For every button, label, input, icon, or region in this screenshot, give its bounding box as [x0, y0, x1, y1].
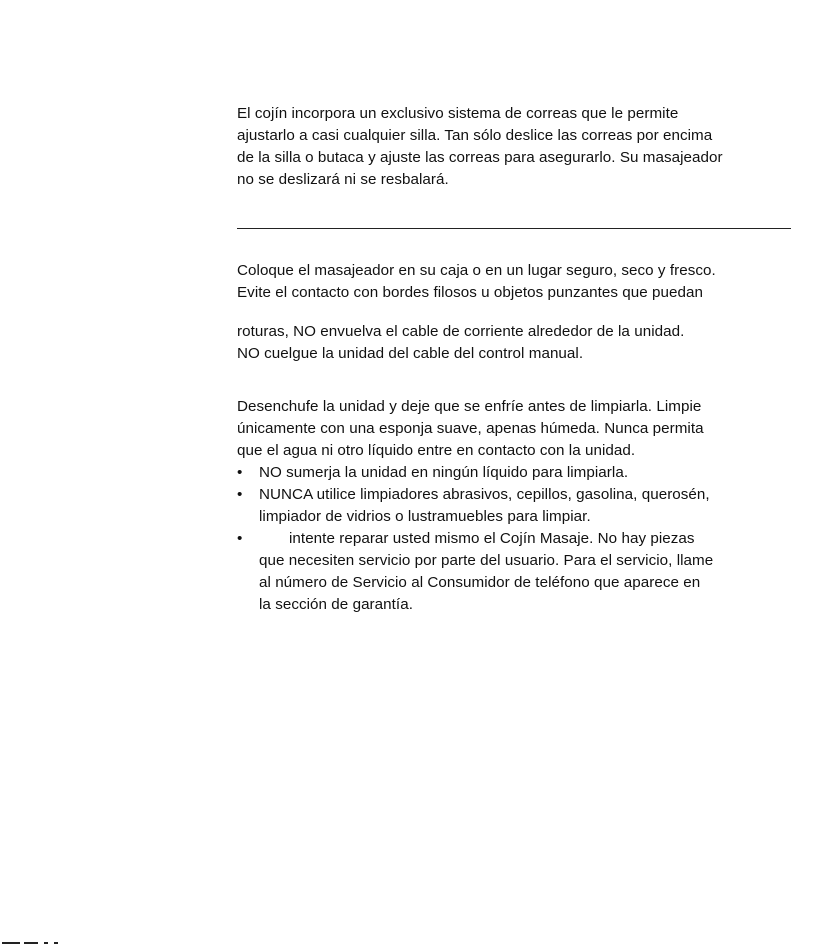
bullet-text: NUNCA utilice limpiadores abrasivos, cepillos, gasolina, querosén,: [259, 486, 710, 503]
cleaning-line: únicamente con una esponja suave, apenas húmeda. Nunca permita: [237, 420, 704, 437]
bullet-text-continued: la sección de garantía.: [259, 596, 413, 613]
bullet-icon: •: [237, 464, 243, 481]
intro-line: no se deslizará ni se resbalará.: [237, 171, 449, 188]
list-item: [237, 462, 797, 484]
storage-line: NO cuelgue la unidad del cable del control manual.: [237, 345, 584, 362]
storage-line: Evite el contacto con bordes filosos u objetos punzantes que puedan: [237, 284, 704, 301]
bullet-text-continued: que necesiten servicio por parte del usuario. Para el servicio, llame: [259, 552, 714, 569]
section-divider: [237, 228, 791, 229]
bullet-icon: •: [237, 486, 243, 503]
intro-line: ajustarlo a casi cualquier silla. Tan sólo deslice las correas por encima: [237, 127, 713, 144]
bullet-text-continued: al número de Servicio al Consumidor de teléfono que aparece en: [259, 574, 701, 591]
scan-artifact: [0, 942, 70, 947]
bullet-text-continued: limpiador de vidrios o lustramuebles para limpiar.: [259, 508, 591, 525]
storage-line: roturas, NO envuelva el cable de corriente alrededor de la unidad.: [237, 323, 685, 340]
list-item: [237, 484, 797, 506]
intro-line: de la silla o butaca y ajuste las correas para asegurarlo. Su masajeador: [237, 149, 723, 166]
cleaning-line: Desenchufe la unidad y deje que se enfríe antes de limpiarla. Limpie: [237, 398, 702, 415]
intro-paragraph: [237, 103, 797, 191]
cleaning-line: que el agua ni otro líquido entre en contacto con la unidad.: [237, 442, 636, 459]
storage-paragraph: [237, 260, 797, 304]
storage-paragraph-continued: [237, 321, 797, 365]
storage-line: Coloque el masajeador en su caja o en un lugar seguro, seco y fresco.: [237, 262, 716, 279]
bullet-text: NO sumerja la unidad en ningún líquido para limpiarla.: [259, 464, 629, 481]
bullet-text: intente reparar usted mismo el Cojín Masaje. No hay piezas: [289, 530, 695, 547]
intro-line: El cojín incorpora un exclusivo sistema de correas que le permite: [237, 105, 679, 122]
bullet-icon: •: [237, 530, 243, 547]
list-item: [237, 528, 797, 550]
cleaning-paragraph: [237, 396, 797, 616]
cleaning-bullet-list: [237, 462, 797, 616]
